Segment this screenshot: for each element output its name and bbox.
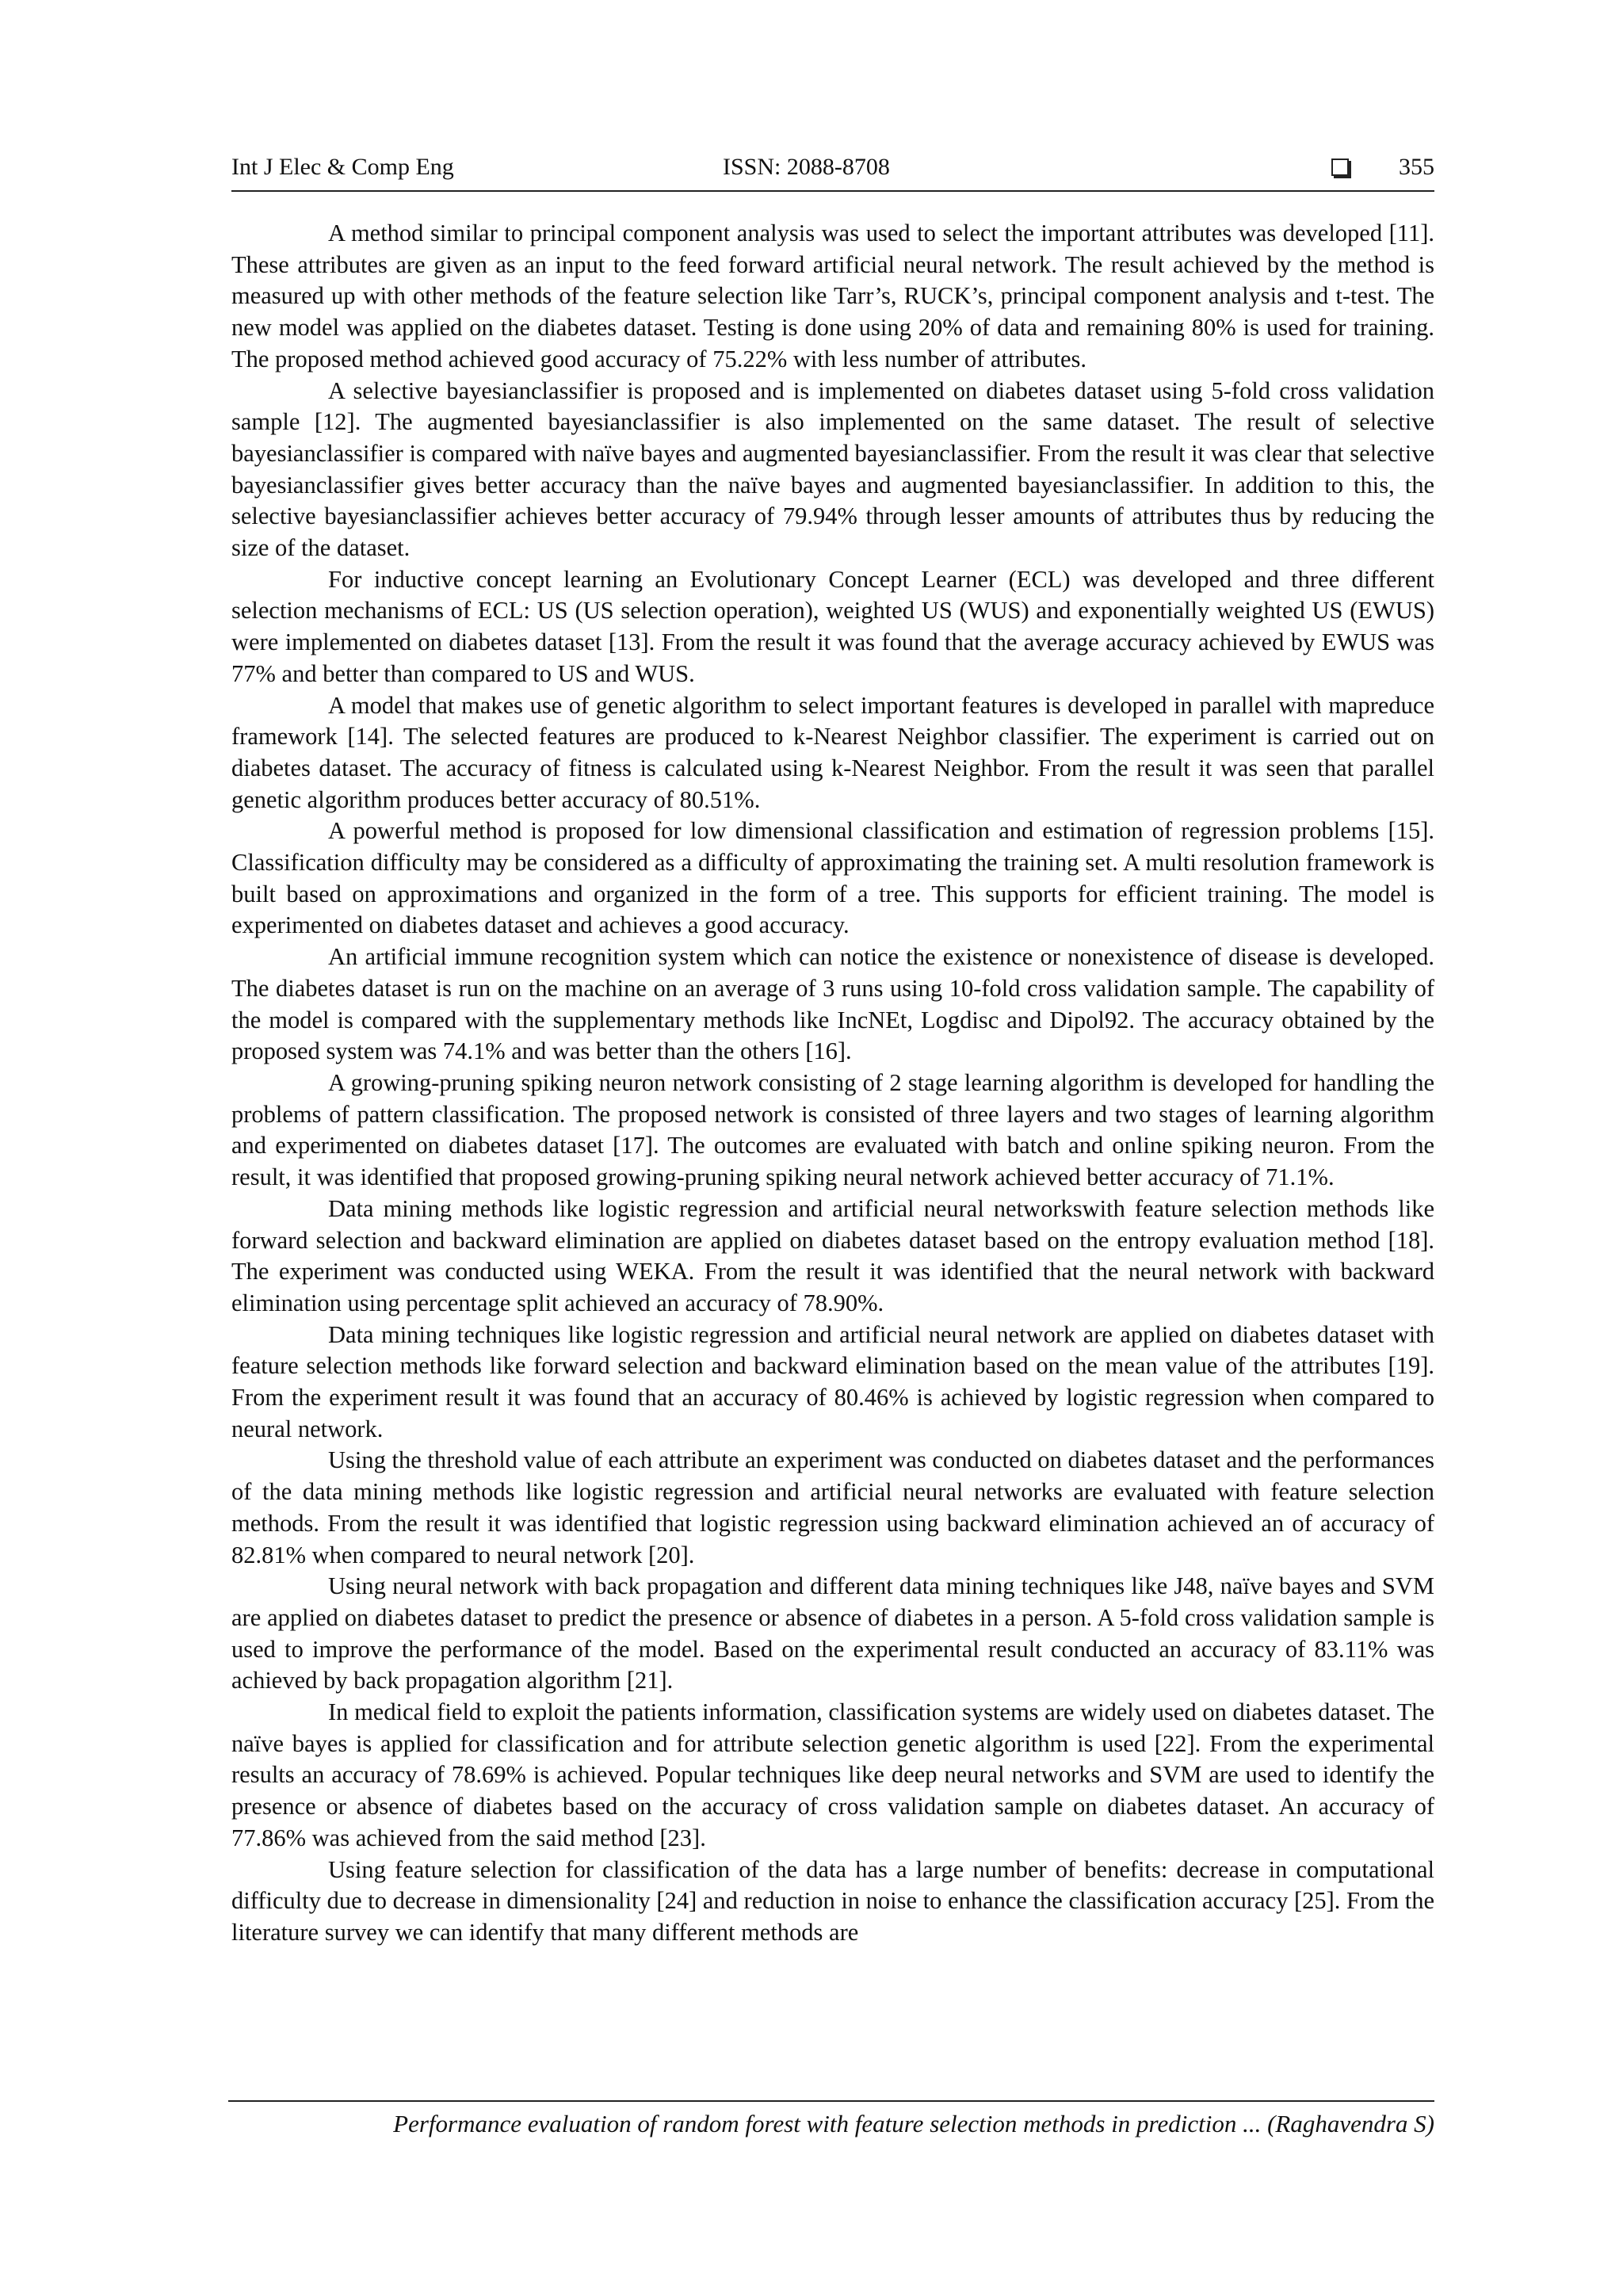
paragraph: Using the threshold value of each attribute an experiment was conducted on diabetes dataset and the performances of the data mining methods like logistic regression and artificial neural networks are evaluated with feature selection methods. From the result it was identified that logistic regression using backward elimination achieved an of accuracy of 82.81% when compared to neural network [20]. (231, 1446, 1434, 1568)
issn-label: ISSN: 2088-8708 (723, 154, 890, 180)
paragraph: In medical field to exploit the patients information, classification systems are widely used on diabetes dataset. The naïve bayes is applied for classification and for attribute selection genetic algorithm is used [22]. From the experimental results an accuracy of 78.69% is achieved. Popular techniques like deep neural networks and SVM are used to identify the presence or absence of diabetes based on the accuracy of cross validation sample on diabetes dataset. An accuracy of 77.86% was achieved from the said method [23]. (231, 1698, 1434, 1851)
journal-name: Int J Elec & Comp Eng (231, 154, 454, 180)
paragraph: Using feature selection for classification of the data has a large number of benefits: decrease in computational difficulty due to decrease in dimensionality [24] and reduction in noise to enhance the classification accuracy [25]. From the literature survey we can identify that many different methods are (231, 1855, 1435, 1946)
paragraph: For inductive concept learning an Evolutionary Concept Learner (ECL) was developed and three different selection mechanisms of ECL: US (US selection operation), weighted US (WUS) and exponentially weighted US (EWUS) were implemented on diabetes dataset [13]. From the result it was found that the average accuracy achieved by EWUS was 77% and better than compared to US and WUS. (231, 565, 1434, 687)
page-number: 355 (1399, 154, 1434, 180)
body-text (231, 218, 1434, 1949)
paragraph: A method similar to principal component analysis was used to select the important attributes was developed [11]. These attributes are given as an input to the feed forward artificial neural network. The result achieved by the method is measured up with other methods of the feature selection like Tarr’s, RUCK’s, principal component analysis and t-test. The new model was applied on the diabetes dataset. Testing is done using 20% of data and remaining 80% is used for training. The proposed method achieved good accuracy of 75.22% with less number of attributes. (231, 220, 1434, 372)
checkbox-square-icon (1331, 159, 1349, 176)
footer-divider (228, 2100, 1434, 2102)
paragraph: A model that makes use of genetic algorithm to select important features is developed in parallel with mapreduce framework [14]. The selected features are produced to k-Nearest Neighbor classifier. The experiment is carried out on diabetes dataset. The accuracy of fitness is calculated using k-Nearest Neighbor. From the result it was seen that parallel genetic algorithm produces better accuracy of 80.51%. (231, 691, 1434, 813)
paragraph: An artificial immune recognition system which can notice the existence or nonexistence of disease is developed. The diabetes dataset is run on the machine on an average of 3 runs using 10-fold cross validation sample. The capability of the model is compared with the supplementary methods like IncNEt, Logdisc and Dipol92. The accuracy obtained by the proposed system was 74.1% and was better than the others [16]. (231, 943, 1434, 1065)
paragraph: A growing-pruning spiking neuron network consisting of 2 stage learning algorithm is developed for handling the problems of pattern classification. The proposed network is consisted of three layers and two stages of learning algorithm and experimented on diabetes dataset [17]. The outcomes are evaluated with batch and online spiking neuron. From the result, it was identified that proposed growing-pruning spiking neural network achieved better accuracy of 71.1%. (231, 1068, 1434, 1191)
running-title: Performance evaluation of random forest with feature selection methods in prediction ... (Raghavendra S) (393, 2110, 1434, 2137)
paragraph: Data mining methods like logistic regression and artificial neural networkswith feature selection methods like forward selection and backward elimination are applied on diabetes dataset based on the entropy evaluation method [18]. The experiment was conducted using WEKA. From the result it was identified that the neural network with backward elimination using percentage split achieved an accuracy of 78.90%. (231, 1194, 1434, 1316)
paragraph: Data mining techniques like logistic regression and artificial neural network are applied on diabetes dataset with feature selection methods like forward selection and backward elimination based on the mean value of the attributes [19]. From the experiment result it was found that an accuracy of 80.46% is achieved by logistic regression when compared to neural network. (231, 1320, 1434, 1442)
paragraph: A powerful method is proposed for low dimensional classification and estimation of regression problems [15]. Classification difficulty may be considered as a difficulty of approximating the training set. A multi resolution framework is built based on approximations and organized in the form of a tree. This supports for efficient training. The model is experimented on diabetes dataset and achieves a good accuracy. (231, 817, 1434, 939)
paragraph: A selective bayesianclassifier is proposed and is implemented on diabetes dataset using 5-fold cross validation sample [12]. The augmented bayesianclassifier is also implemented on the same dataset. The result of selective bayesianclassifier is compared with naïve bayes and augmented bayesianclassifier. From the result it was clear that selective bayesianclassifier gives better accuracy than the naïve bayes and augmented bayesianclassifier. In addition to this, the selective bayesianclassifier achieves better accuracy of 79.94% through lesser amounts of attributes thus by reducing the size of the dataset. (231, 376, 1434, 562)
paragraph: Using neural network with back propagation and different data mining techniques like J48, naïve bayes and SVM are applied on diabetes dataset to predict the presence or absence of diabetes in a person. A 5-fold cross validation sample is used to improve the performance of the model. Based on the experimental result conducted an accuracy of 83.11% was achieved by back propagation algorithm [21]. (231, 1572, 1434, 1694)
page-header (231, 152, 1434, 192)
